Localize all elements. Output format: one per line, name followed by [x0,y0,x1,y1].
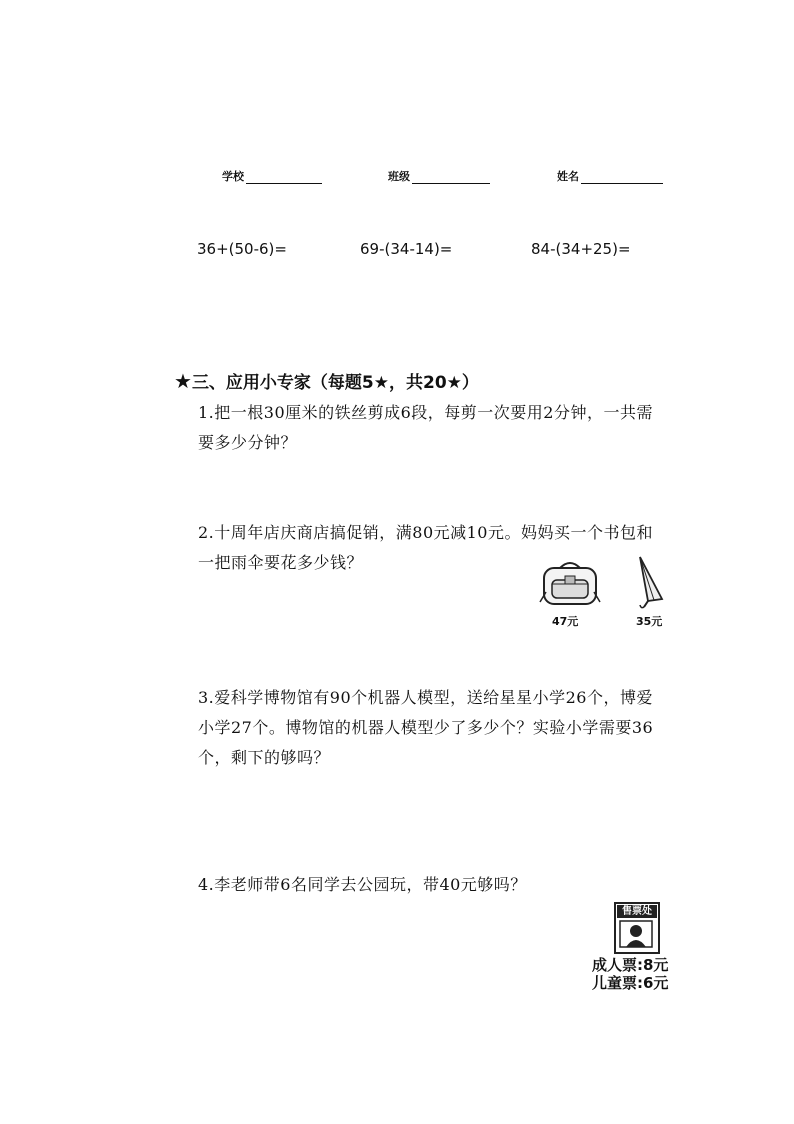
question-1-line-1: 1.把一根30厘米的铁丝剪成6段，每剪一次要用2分钟，一共需 [198,403,653,422]
ticket-prices [592,956,668,992]
question-2-line-2: 一把雨伞要花多少钱？ [198,553,364,572]
child-ticket-price: 儿童票:6元 [592,974,669,992]
school-label: 学校 [222,170,244,183]
question-1 [198,398,688,458]
umbrella-price: 35元 [636,615,663,628]
name-blank [581,171,663,184]
class-field [388,168,490,184]
ticket-booth-sign: 售票处 [617,905,657,918]
section-title [174,368,479,393]
question-4-line-1: 4.李老师带6名同学去公园玩，带40元够吗？ [198,875,527,894]
class-label: 班级 [388,170,410,183]
school-blank [246,171,322,184]
question-3-line-1: 3.爱科学博物馆有90个机器人模型，送给星星小学26个，博爱 [198,688,653,707]
question-3-line-3: 个，剩下的够吗？ [198,748,331,767]
section-star-icon: ★ [174,369,192,393]
calc-item-1: 36+(50-6)= [197,240,287,258]
schoolbag-icon [538,558,602,608]
class-blank [412,171,490,184]
school-field [222,168,322,184]
name-field [557,168,663,184]
ticket-window-icon [616,919,658,951]
calc-item-2: 69-(34-14)= [360,240,453,258]
question-3-line-2: 小学27个。博物馆的机器人模型少了多少个？实验小学需要36 [198,718,654,737]
calc-item-3: 84-(34+25)= [531,240,631,258]
question-4 [198,870,688,900]
question-1-line-2: 要多少分钟？ [198,433,298,452]
adult-ticket-price: 成人票:8元 [592,956,669,974]
schoolbag-price: 47元 [552,615,579,628]
ticket-booth [614,902,660,954]
umbrella-icon [630,553,670,609]
question-3 [198,683,688,773]
question-2-line-1: 2.十周年店庆商店搞促销，满80元减10元。妈妈买一个书包和 [198,523,653,542]
question-2 [198,518,688,578]
name-label: 姓名 [557,170,579,183]
section-title-text: 三、应用小专家（每题5★，共20★） [191,373,479,393]
